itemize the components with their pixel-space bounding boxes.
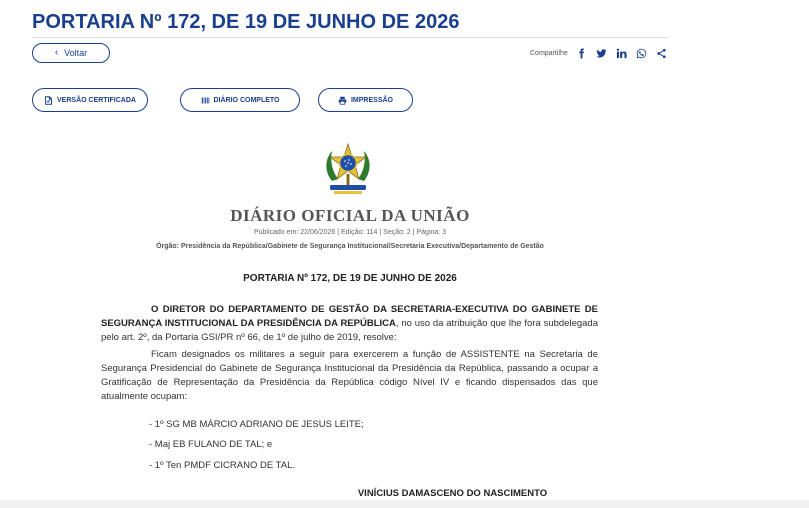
publication-info: Publicado em: 22/06/2026 | Edição: 114 | Seção: 2 | Página: 3: [253, 229, 447, 236]
title-divider: [32, 37, 668, 38]
act-title: PORTARIA Nº 172, DE 19 DE JUNHO DE 2026: [243, 273, 457, 284]
whatsapp-icon[interactable]: [636, 47, 648, 59]
share-bar: [530, 47, 668, 59]
full-journal-button[interactable]: [180, 88, 300, 112]
act-body: [101, 303, 598, 404]
back-button-label: Voltar: [64, 48, 88, 58]
preamble-bold: O DIRETOR DO DEPARTAMENTO DE GESTÃO DA SECRETARIA-EXECUTIVA DO GABINETE DE SEGURANÇA INSTITUCIONAL DA PRESIDÊNCIA DA REPÚBLICA: [101, 304, 598, 329]
list-item: - 1º Ten PMDF CICRANO DE TAL.: [149, 460, 296, 471]
full-journal-label: DIÁRIO COMPLETO: [213, 96, 280, 104]
printer-icon: [338, 96, 347, 105]
share-icon[interactable]: [656, 47, 668, 59]
page-title: PORTARIA Nº 172, DE 19 DE JUNHO DE 2026: [32, 11, 460, 33]
twitter-icon[interactable]: [596, 47, 608, 59]
chevron-left-icon: ‹: [54, 47, 59, 58]
paragraph-preamble: [101, 303, 598, 345]
newspaper-icon: [201, 96, 210, 105]
certificate-icon: [44, 96, 53, 105]
certified-version-label: VERSÃO CERTIFICADA: [57, 96, 136, 104]
certified-version-button[interactable]: [32, 88, 148, 112]
brazil-coat-of-arms-icon: [322, 141, 374, 197]
preamble-rest: , no uso da atribuição que lhe fora subdelegada pelo art. 2º, da Portaria GSI/PR nº 66, de 1º de julho de 2019, resolve:: [101, 318, 598, 343]
print-label: IMPRESSÃO: [350, 96, 393, 104]
orgao-value: Presidência da República/Gabinete de Segurança Institucional/Secretaria Executiva/Departamento de Gestão: [180, 243, 544, 250]
list-item: - Maj EB FULANO DE TAL; e: [149, 439, 273, 450]
paragraph-designation: Ficam designados os militares a seguir para exercerem a função de ASSISTENTE na Secretaria de Segurança Presidencial do Gabinete de Segurança Institucional da Presidência da República, passando a ocupar a Gratificação de Representação da Presidência da República código Nível IV e ficando dispensados das que atualmente ocupam:: [101, 349, 598, 402]
bottom-edge: [0, 500, 809, 508]
journal-title: DIÁRIO OFICIAL DA UNIÃO: [230, 206, 470, 225]
orgao-label: Órgão:: [156, 243, 180, 250]
share-label: Compartilhe: [530, 49, 568, 57]
list-item: - 1º SG MB MÁRCIO ADRIANO DE JESUS LEITE;: [149, 419, 364, 430]
back-button[interactable]: [32, 43, 110, 63]
orgao-line: [0, 243, 700, 250]
signer-name: VINÍCIUS DAMASCENO DO NASCIMENTO: [357, 488, 548, 499]
facebook-icon[interactable]: [576, 47, 588, 59]
print-button[interactable]: [318, 88, 413, 112]
linkedin-icon[interactable]: [616, 47, 628, 59]
